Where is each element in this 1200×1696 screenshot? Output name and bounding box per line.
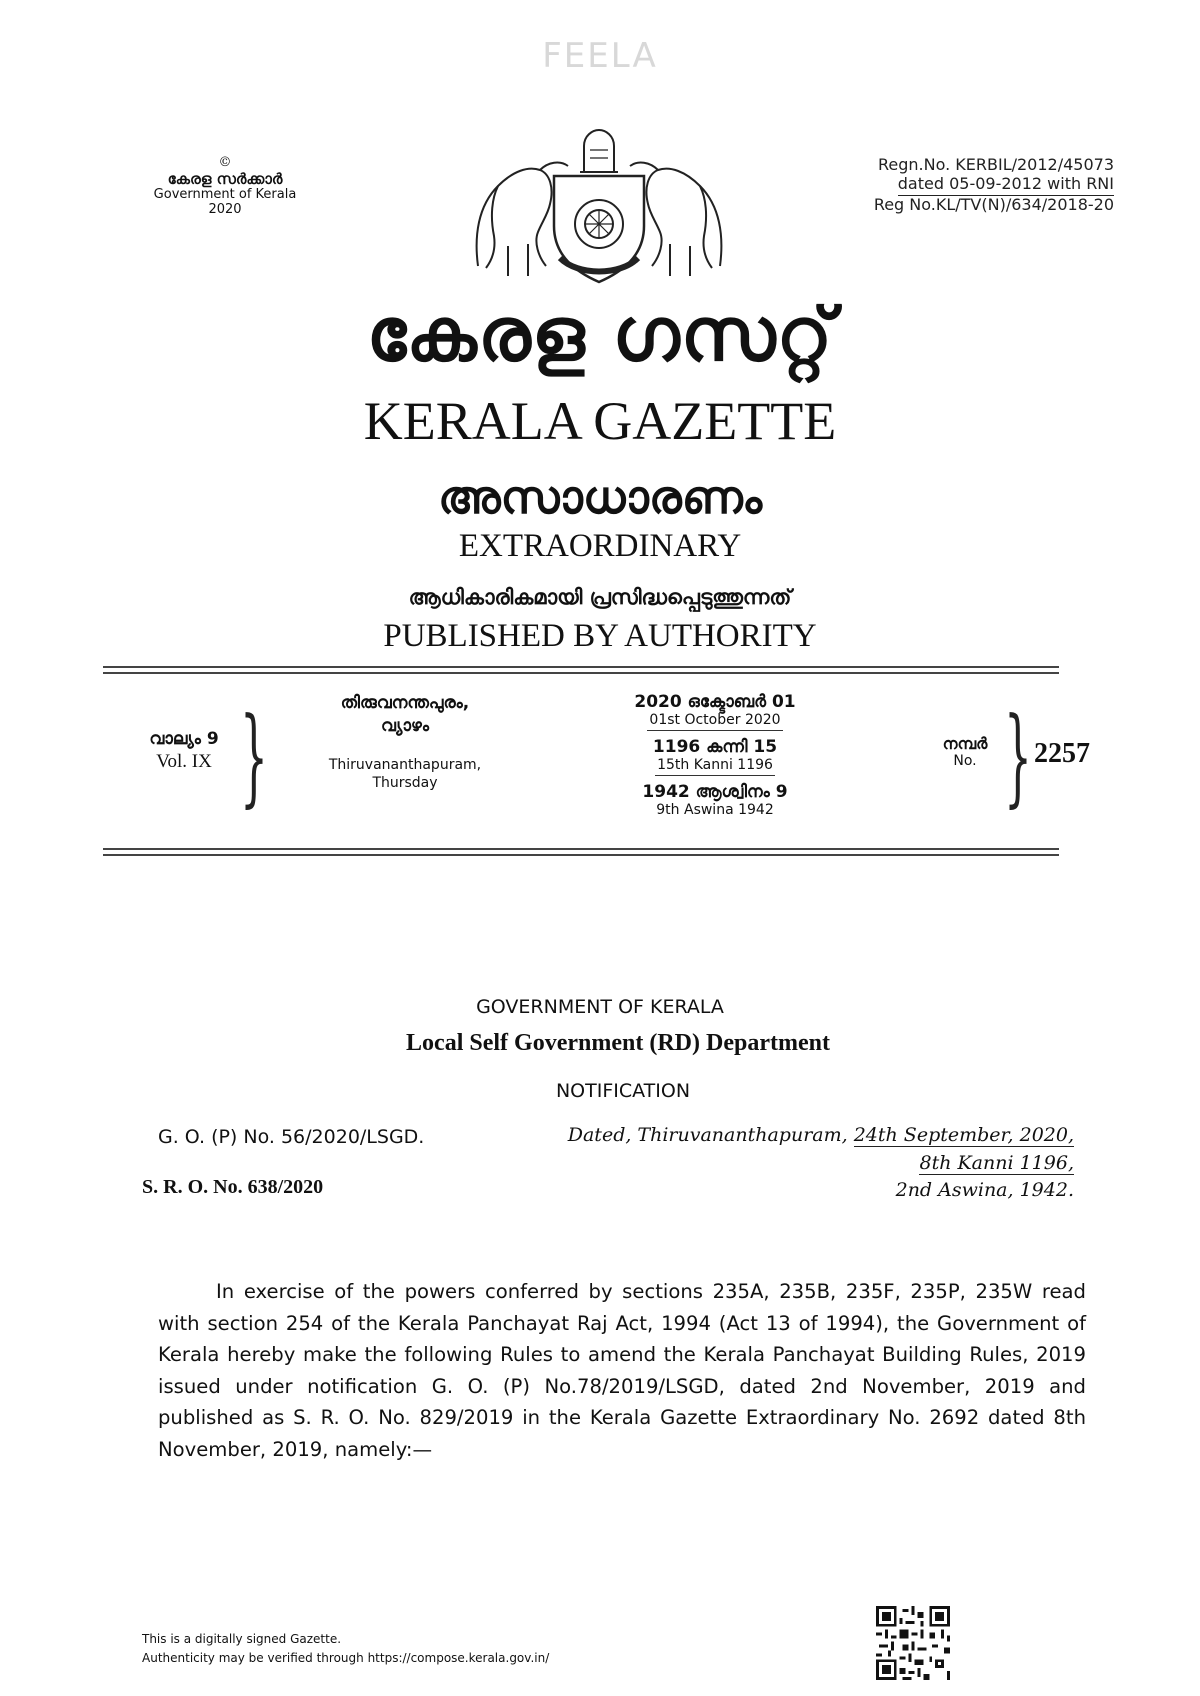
place-block (310, 692, 500, 792)
copyright-symbol: © (218, 155, 232, 170)
published-by-authority-en: PUBLISHED BY AUTHORITY (383, 618, 817, 654)
date-gregorian-en: 01st October 2020 (647, 712, 782, 731)
date-malayalam-era-en: 15th Kanni 1196 (655, 757, 775, 776)
extraordinary-en: EXTRAORDINARY (458, 528, 742, 564)
dated-prefix: Dated, Thiruvananthapuram, (567, 1124, 854, 1146)
dates-block (610, 692, 820, 820)
dated-block (568, 1122, 1074, 1205)
masthead-top-rule-2 (103, 672, 1059, 674)
extraordinary-ml: അസാധാരണം (438, 470, 762, 524)
registration-block (874, 156, 1114, 215)
footer-line-2: Authenticity may be verified through https://compose.kerala.gov.in/ (142, 1651, 550, 1666)
issue-number: 2257 (1034, 738, 1090, 769)
footer-note (142, 1630, 549, 1668)
registration-line-1: Regn.No. KERBIL/2012/45073 (878, 155, 1114, 174)
volume-en: Vol. IX (156, 751, 212, 773)
copyright-org-ml: കേരള സർക്കാർ (167, 169, 283, 188)
date-gregorian-ml: 2020 ഒക്ടോബർ 01 (634, 692, 796, 712)
brace-icon: } (1004, 696, 1032, 819)
qr-code-icon (876, 1606, 950, 1680)
published-by-authority-ml: ആധികാരികമായി പ്രസിദ്ധപ്പെടുത്തുന്നത് (408, 585, 792, 609)
watermark: FEELA (542, 36, 658, 76)
footer-line-1: This is a digitally signed Gazette. (142, 1632, 342, 1646)
copyright-year: 2020 (208, 202, 242, 218)
gazette-title-en: KERALA GAZETTE (363, 391, 837, 451)
registration-line-3: Reg No.KL/TV(N)/634/2018-20 (873, 194, 1114, 214)
date-saka-ml: 1942 ആശ്വിനം 9 (642, 781, 788, 802)
masthead-bottom-rule (103, 848, 1059, 850)
go-number: G. O. (P) No. 56/2020/LSGD. (158, 1126, 425, 1148)
registration-line-2: dated 05-09-2012 with RNI (898, 175, 1114, 196)
volume-ml: വാല്യം 9 (149, 729, 219, 749)
copyright-org-en: Government of Kerala (153, 187, 297, 203)
date-malayalam-era-ml: 1196 കന്നി 15 (652, 736, 778, 757)
government-heading: GOVERNMENT OF KERALA (476, 996, 724, 1018)
masthead-bottom-rule-2 (103, 854, 1059, 856)
dated-saka: 2nd Aswina, 1942. (895, 1179, 1074, 1202)
notification-body: In exercise of the powers conferred by sections 235A, 235B, 235F, 235P, 235W read with section 254 of the Kerala Panchayat Raj Act, 1994 (Act 13 of 1994), the Government of Kerala hereby make the following Rules to amend the Kerala Panchayat Building Rules, 2019 issued under notification G. O. (P) No.78/2019/LSGD, dated 2nd November, 2019 and published as S. R. O. No. 829/2019 in the Kerala Gazette Extraordinary No. 2692 dated 8th November, 2019, namely:— (158, 1280, 1086, 1461)
department-heading: Local Self Government (RD) Department (406, 1030, 830, 1056)
date-saka-en: 9th Aswina 1942 (656, 802, 774, 819)
dated-malayalam-era: 8th Kanni 1196, (919, 1151, 1074, 1174)
place-en-2: Thursday (372, 775, 438, 792)
copyright-block (140, 156, 310, 218)
number-label-ml: നമ്പർ (942, 734, 988, 753)
masthead-top-rule (103, 666, 1059, 668)
notification-heading: NOTIFICATION (555, 1080, 691, 1102)
dated-gregorian: 24th September, 2020, (853, 1124, 1074, 1146)
volume-block (134, 728, 234, 775)
brace-icon: } (240, 696, 268, 819)
sro-number: S. R. O. No. 638/2020 (142, 1176, 324, 1198)
place-ml-1: തിരുവനന്തപുരം, (340, 693, 470, 713)
kerala-emblem-icon (468, 126, 730, 290)
place-ml-2: വ്യാഴം (381, 715, 429, 736)
number-label-en: No. (953, 753, 977, 770)
place-en-1: Thiruvananthapuram, (328, 756, 482, 773)
gazette-title-ml: കേരള ഗസറ്റ് (366, 292, 834, 378)
place-en (310, 756, 500, 792)
